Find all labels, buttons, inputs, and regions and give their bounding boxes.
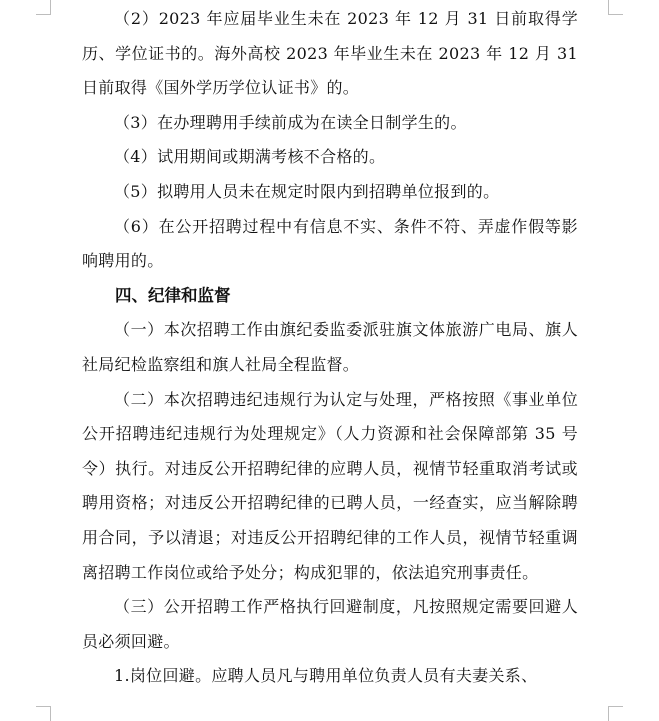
crop-mark-bottom-right: [608, 706, 623, 721]
paragraph-avoidance-system: （三）公开招聘工作严格执行回避制度，凡按照规定需要回避人员必须回避。: [82, 597, 578, 651]
paragraph-supervision: （一）本次招聘工作由旗纪委监委派驻旗文体旅游广电局、旗人社局纪检监察组和旗人社局全程监督。: [82, 320, 578, 374]
paragraph-not-reported: （5）拟聘用人员未在规定时限内到招聘单位报到的。: [114, 181, 500, 201]
paragraph-position-avoidance: 1.岗位回避。应聘人员凡与聘用单位负责人员有夫妻关系、: [114, 666, 538, 686]
paragraph-graduation-certificate: （2）2023 年应届毕业生未在 2023 年 12 月 31 日前取得学历、学位证书的。海外高校 2023 年毕业生未在 2023 年 12 月 31 日前取得《国外学历学位认证书》的。: [82, 9, 578, 98]
paragraph-fulltime-student: （3）在办理聘用手续前成为在读全日制学生的。: [114, 112, 467, 132]
section-heading-discipline: 四、纪律和监督: [115, 285, 231, 305]
paragraph-probation-failed: （4）试用期间或期满考核不合格的。: [114, 147, 386, 167]
paragraph-false-information: （6）在公开招聘过程中有信息不实、条件不符、弄虚作假等影响聘用的。: [82, 216, 578, 271]
crop-mark-bottom-left: [36, 706, 51, 721]
crop-mark-top-right: [608, 0, 623, 15]
paragraph-violation-handling: （二）本次招聘违纪违规行为认定与处理，严格按照《事业单位公开招聘违纪违规行为处理规定》（人力资源和社会保障部第 35 号令）执行。对违反公开招聘纪律的应聘人员，视情节轻重取消考试或聘用资格；对违反公开招聘纪律的已聘人员，一经查实，应当解除聘用合同，予以清退；对违反公开招聘纪律的工作人员，视情节轻重调离招聘工作岗位或给予处分；构成犯罪的，依法追究刑事责任。: [82, 389, 578, 582]
crop-mark-top-left: [36, 0, 51, 15]
document-page: [82, 2, 578, 694]
